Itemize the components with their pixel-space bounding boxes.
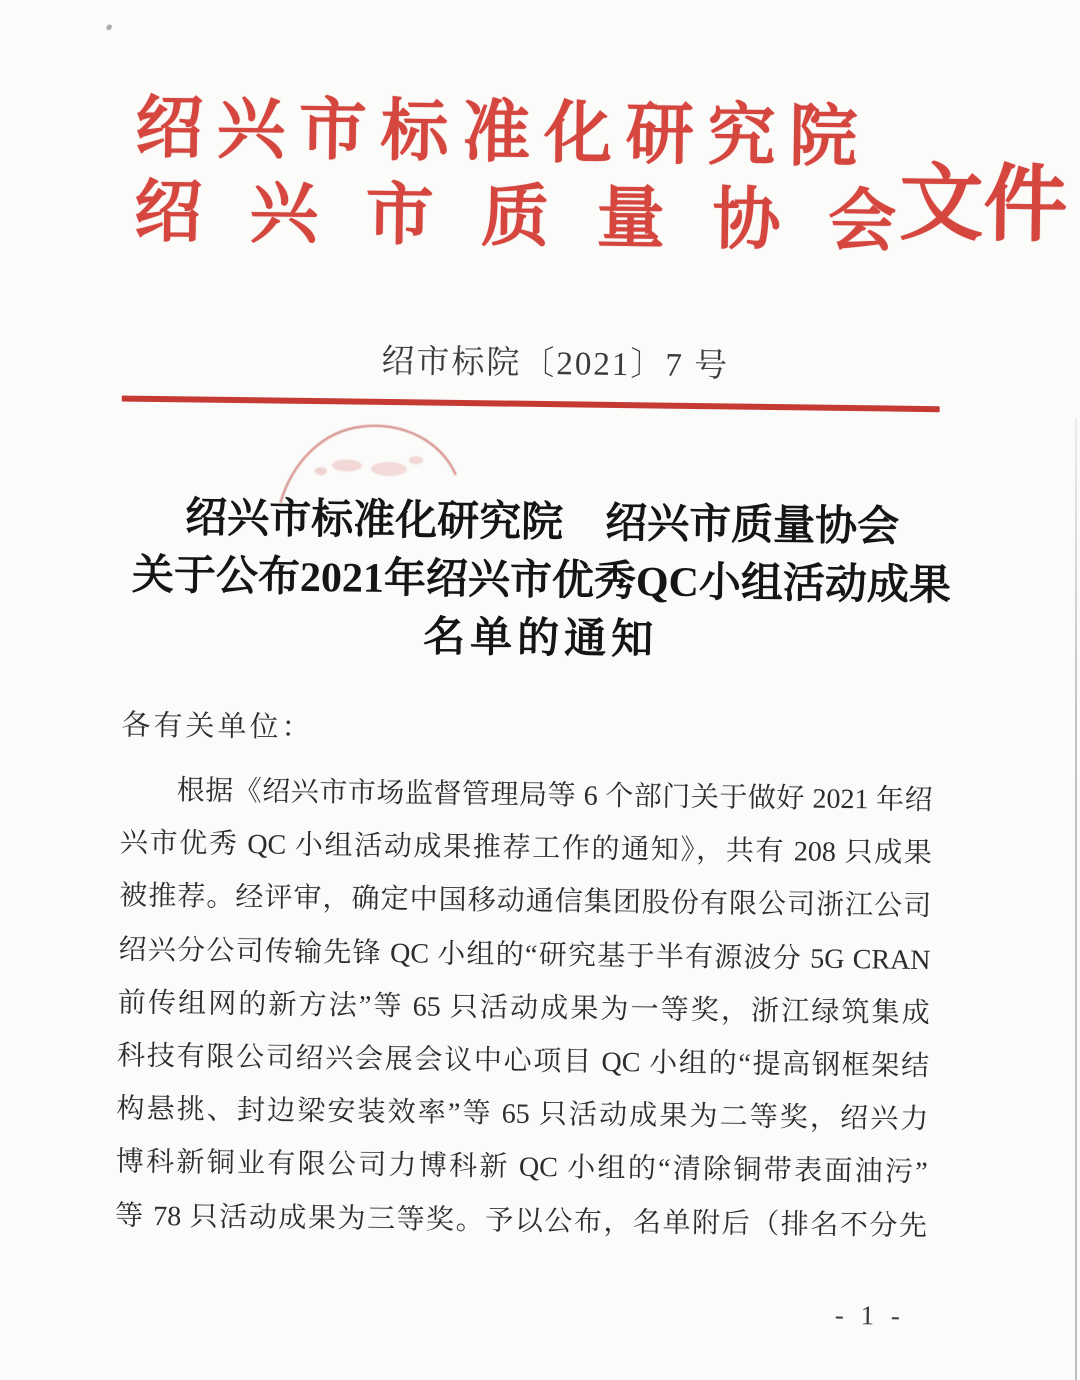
- body-line: 根据《绍兴市市场监督管理局等 6 个部门关于做好 2021 年绍: [176, 775, 933, 817]
- body-line: 兴市优秀 QC 小组活动成果推荐工作的通知》，共有 208 只成果: [119, 827, 933, 870]
- letterhead-org-2: 绍兴市质量协会: [133, 173, 897, 260]
- title-line-notice: 名单的通知: [422, 614, 659, 664]
- body-line: 等 78 只活动成果为三等奖。予以公布，名单附后（排名不分先: [114, 1199, 928, 1242]
- page-number: - 1 -: [834, 1299, 906, 1331]
- red-separator-rule: [122, 396, 940, 413]
- letterhead-org-1: 绍兴市标准化研究院: [134, 89, 858, 176]
- document-title: [0, 487, 1080, 675]
- body-paragraph: [115, 764, 933, 1253]
- body-line: 被推荐。经评审，确定中国移动通信集团股份有限公司浙江公司: [119, 880, 932, 923]
- body-line: 绍兴分公司传输先锋 QC 小组的“研究基于半有源波分 5G CRAN: [118, 934, 931, 976]
- title-line-organizations: 绍兴市标准化研究院 绍兴市质量协会: [184, 495, 900, 551]
- body-line: 博科新铜业有限公司力博科新 QC 小组的“清除铜带表面油污”: [115, 1146, 928, 1189]
- title-line-subject: 关于公布2021年绍兴市优秀QC小组活动成果: [131, 552, 952, 610]
- document-number: 绍市标院〔2021〕7 号: [381, 343, 730, 385]
- salutation: 各有关单位：: [121, 709, 314, 745]
- scan-speck: [105, 23, 113, 31]
- letterhead: [134, 87, 898, 265]
- letterhead-document-word: 文件: [898, 157, 1069, 253]
- body-line: 前传组网的新方法”等 65 只活动成果为一等奖，浙江绿筑集成: [117, 987, 931, 1029]
- body-line: 科技有限公司绍兴会展会议中心项目 QC 小组的“提高钢框架结: [116, 1040, 930, 1083]
- body-line: 构悬挑、封边梁安装效率”等 65 只活动成果为二等奖，绍兴力: [116, 1093, 929, 1136]
